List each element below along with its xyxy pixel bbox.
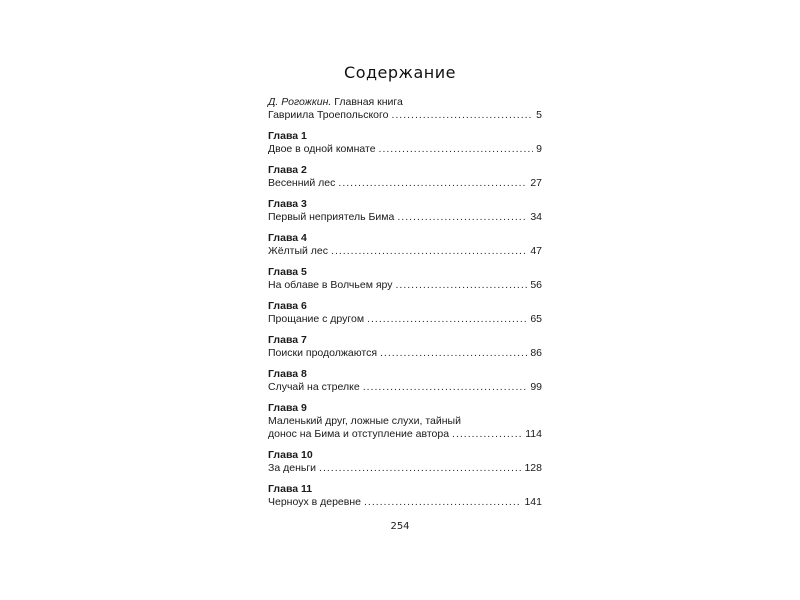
chapter-heading: Глава 5 (268, 266, 307, 278)
toc-chapter-entry (268, 483, 542, 509)
leader-dots (331, 245, 527, 258)
chapter-title-line: Прощание с другом (268, 313, 365, 325)
toc-chapter-entry (268, 130, 542, 156)
leader-dots (391, 109, 533, 122)
toc-chapter-entry (268, 402, 542, 441)
chapter-page: 86 (530, 347, 542, 359)
intro-title-line1: Главная книга (334, 96, 403, 108)
chapter-title-line: Черноух в деревне (268, 496, 361, 508)
chapter-heading: Глава 11 (268, 483, 313, 495)
chapter-heading: Глава 1 (268, 130, 307, 142)
intro-page: 5 (536, 109, 542, 121)
chapter-title-line: Поиски продолжаются (268, 347, 378, 359)
chapter-title-line: донос на Бима и отступление автора (268, 428, 450, 440)
chapter-page: 128 (524, 462, 542, 474)
chapter-heading: Глава 10 (268, 449, 313, 461)
leader-dots (364, 496, 521, 509)
toc-chapter-entry (268, 300, 542, 326)
page-title: Содержание (344, 63, 456, 82)
chapter-page: 114 (525, 428, 542, 440)
chapter-heading: Глава 3 (268, 198, 307, 210)
chapter-heading: Глава 4 (268, 232, 307, 244)
leader-dots (397, 211, 527, 224)
toc-intro-entry (268, 96, 542, 122)
chapter-page: 99 (530, 381, 542, 393)
leader-dots (338, 177, 527, 190)
page-number: 254 (390, 521, 410, 532)
leader-dots (363, 381, 528, 394)
toc-chapter-entry (268, 232, 542, 258)
toc-chapter-entry (268, 449, 542, 475)
chapter-title-line: Случай на стрелке (268, 381, 360, 393)
chapter-title-line: На облаве в Волчьем яру (268, 279, 393, 291)
chapter-page: 65 (530, 313, 542, 325)
chapter-title-line: Весенний лес (268, 177, 336, 189)
chapter-title-line: Первый неприятель Бима (268, 211, 395, 223)
toc-chapter-entry (268, 198, 542, 224)
table-of-contents (268, 96, 542, 517)
toc-chapter-entry (268, 164, 542, 190)
chapter-list (268, 130, 542, 509)
chapter-page: 34 (530, 211, 542, 223)
toc-chapter-entry (268, 266, 542, 292)
chapter-page: 27 (530, 177, 542, 189)
leader-dots (379, 143, 534, 156)
chapter-title-line: Двое в одной комнате (268, 143, 376, 155)
leader-dots (380, 347, 527, 360)
leader-dots (452, 428, 522, 441)
chapter-page: 56 (530, 279, 542, 291)
chapter-title-line: Жёлтый лес (268, 245, 329, 257)
intro-author: Д. Рогожкин. (268, 96, 332, 108)
chapter-heading: Глава 6 (268, 300, 307, 312)
leader-dots (395, 279, 527, 292)
chapter-page: 9 (536, 143, 542, 155)
intro-title-line2: Гавриила Троепольского (268, 109, 389, 121)
chapter-heading: Глава 8 (268, 368, 307, 380)
chapter-heading: Глава 7 (268, 334, 307, 346)
chapter-title-line: За деньги (268, 462, 317, 474)
toc-chapter-entry (268, 368, 542, 394)
leader-dots (367, 313, 527, 326)
chapter-title-line: Маленький друг, ложные слухи, тайный (268, 415, 461, 427)
chapter-heading: Глава 9 (268, 402, 307, 414)
leader-dots (319, 462, 521, 475)
chapter-heading: Глава 2 (268, 164, 307, 176)
chapter-page: 47 (530, 245, 542, 257)
chapter-page: 141 (524, 496, 542, 508)
toc-chapter-entry (268, 334, 542, 360)
